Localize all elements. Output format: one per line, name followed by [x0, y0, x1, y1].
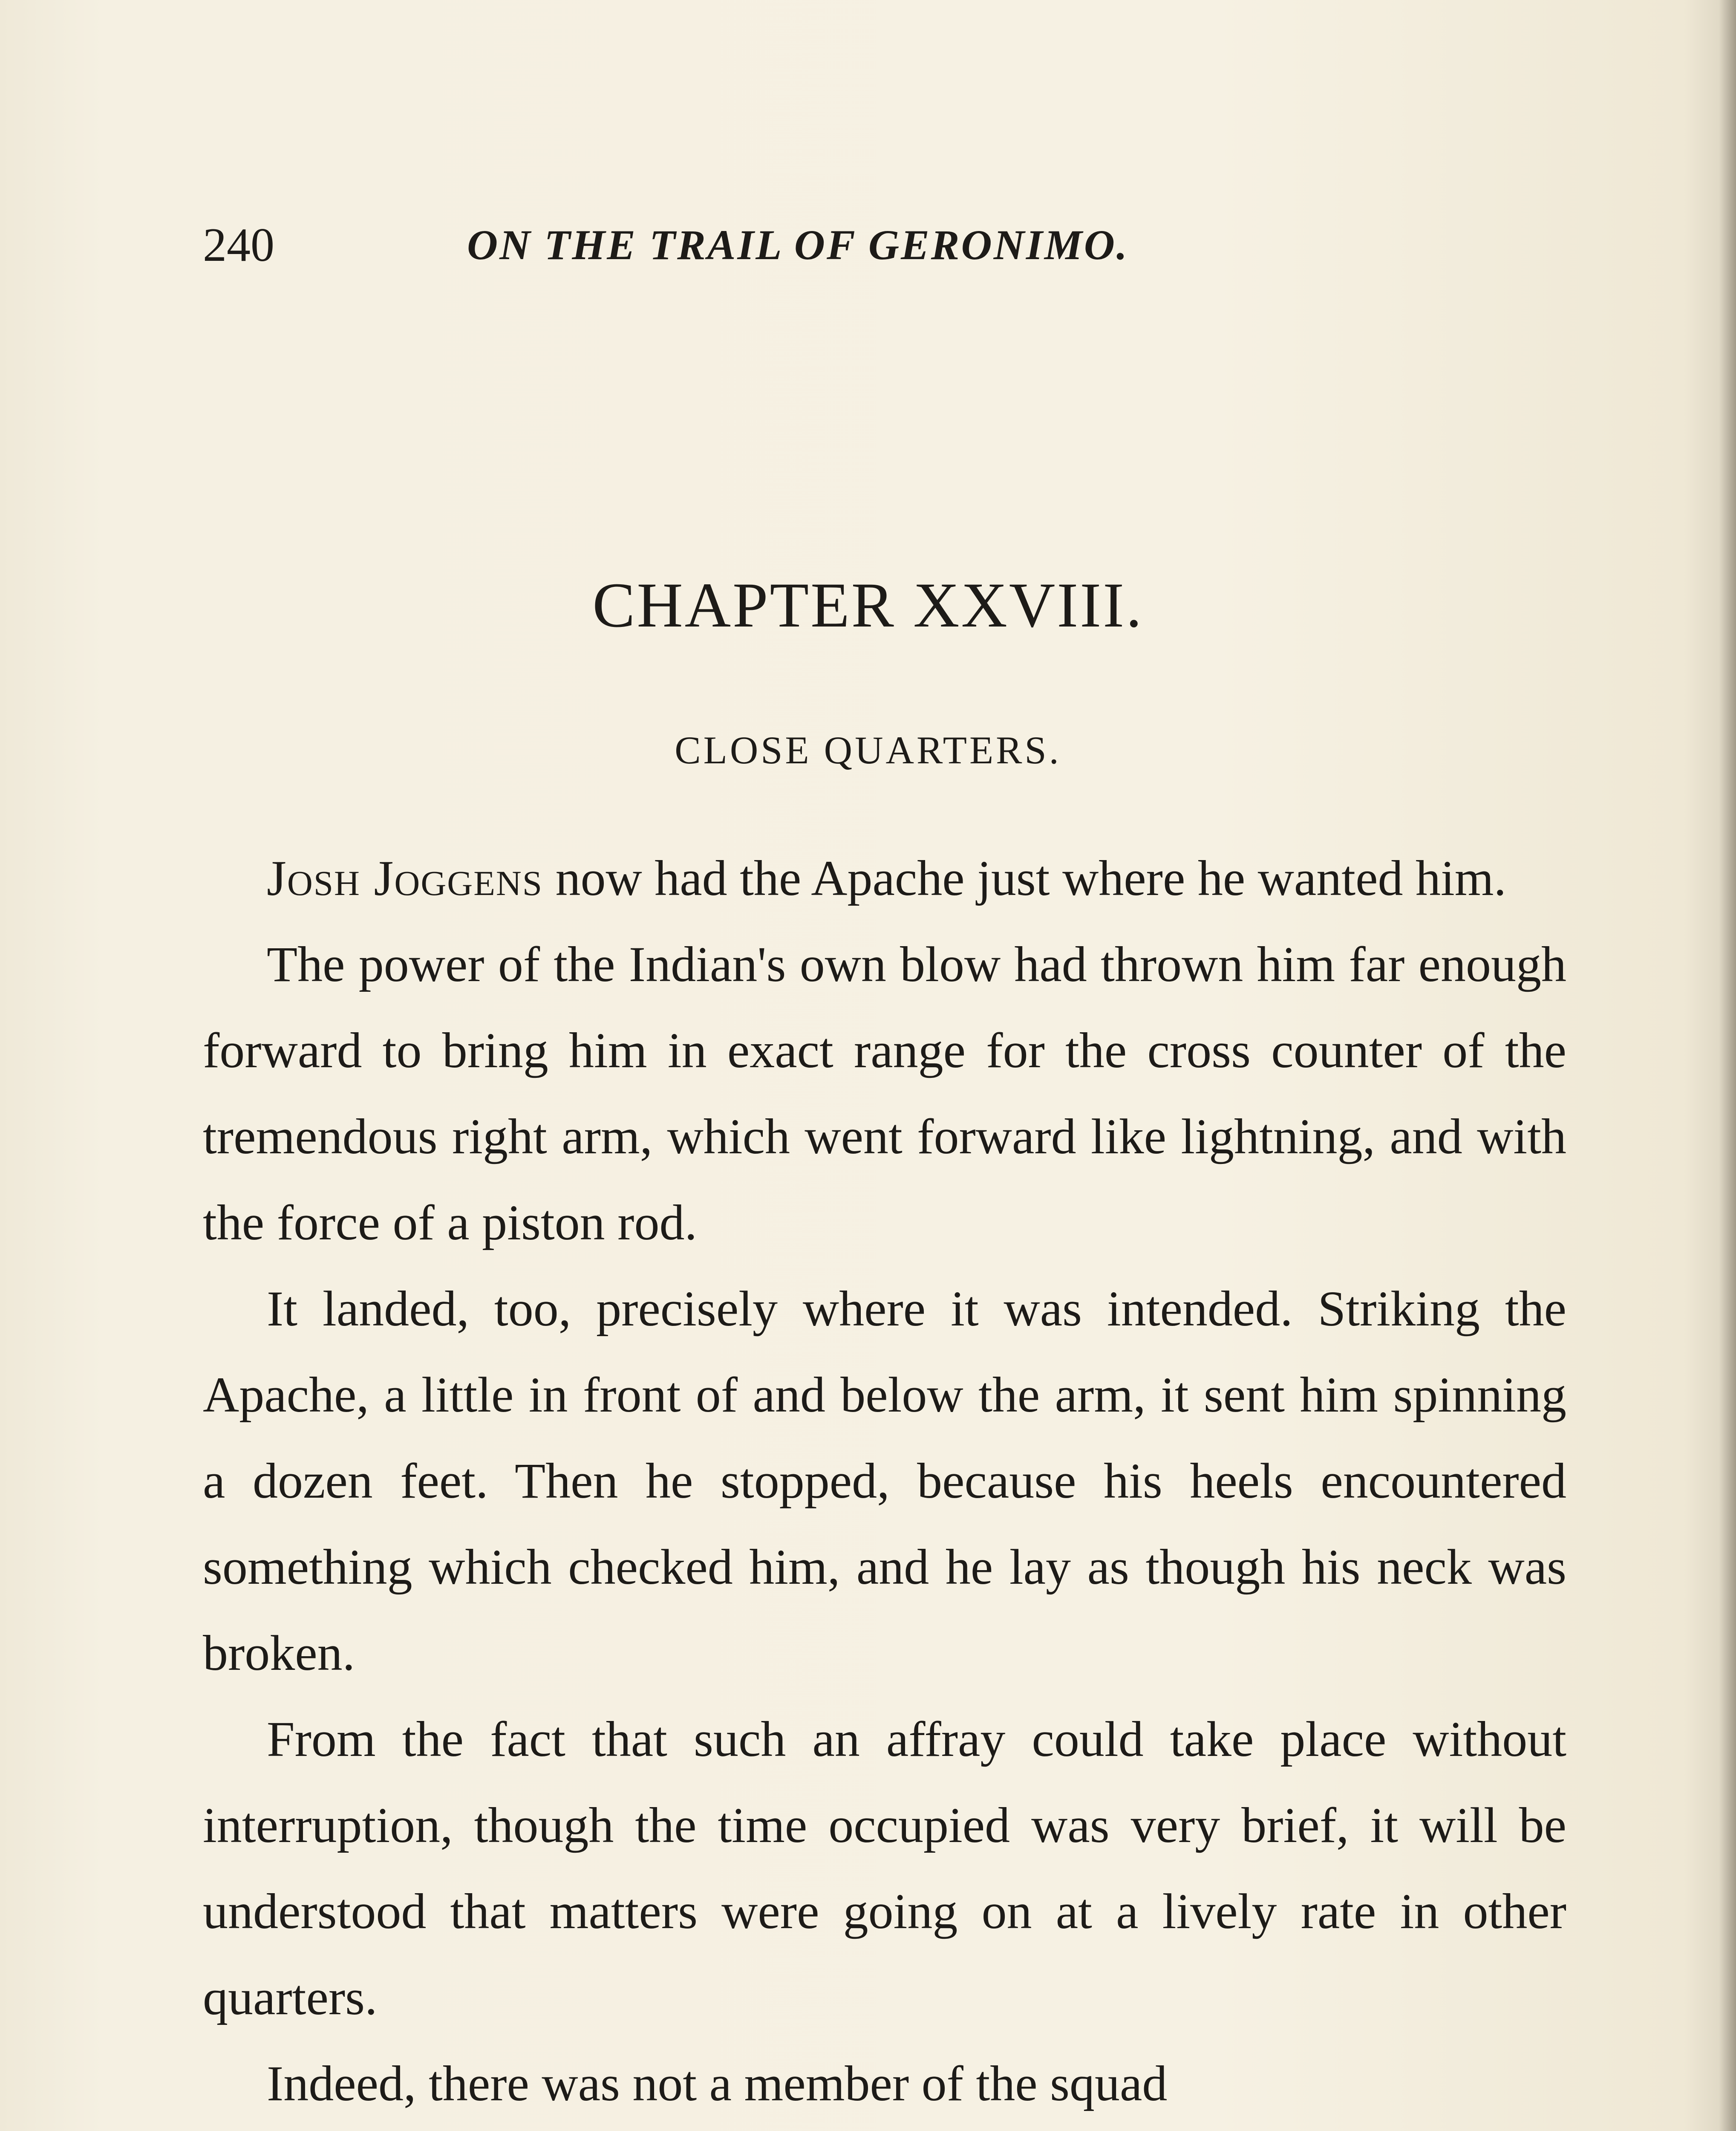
- paragraph-2: The power of the Indian's own blow had thrown him far enough forward to bring him in exact range for the cross counter of the tremendous right arm, which went forward like lightning, and with the force of a piston rod.: [203, 936, 1566, 1250]
- page-edge-shadow: [1719, 0, 1736, 2131]
- page-number: 240: [203, 219, 274, 271]
- chapter-subtitle: CLOSE QUARTERS.: [675, 728, 1061, 772]
- running-head: ON THE TRAIL OF GERONIMO.: [467, 221, 1129, 269]
- paragraph-3: It landed, too, precisely where it was intended. Striking the Apache, a little in front of and below the arm, it sent him spinning a dozen feet. Then he stopped, because his heels encountered something which checked him, and he lay as though his neck was broken.: [203, 1281, 1566, 1681]
- chapter-title: CHAPTER XXVIII.: [592, 570, 1144, 641]
- paragraph-1: [203, 835, 1566, 921]
- body-text: [203, 835, 1566, 2127]
- paragraph-5: Indeed, there was not a member of the squad: [267, 2056, 1168, 2111]
- paragraph-1-text: now had the Apache just where he wanted him.: [543, 850, 1507, 906]
- paragraph-4: From the fact that such an affray could take place without interruption, though the time occupied was very brief, it will be understood that matters were going on at a lively rate in other quarters.: [203, 1711, 1566, 2025]
- paragraph-lead-name: Josh Joggens: [267, 850, 543, 906]
- page-header: [203, 211, 1566, 279]
